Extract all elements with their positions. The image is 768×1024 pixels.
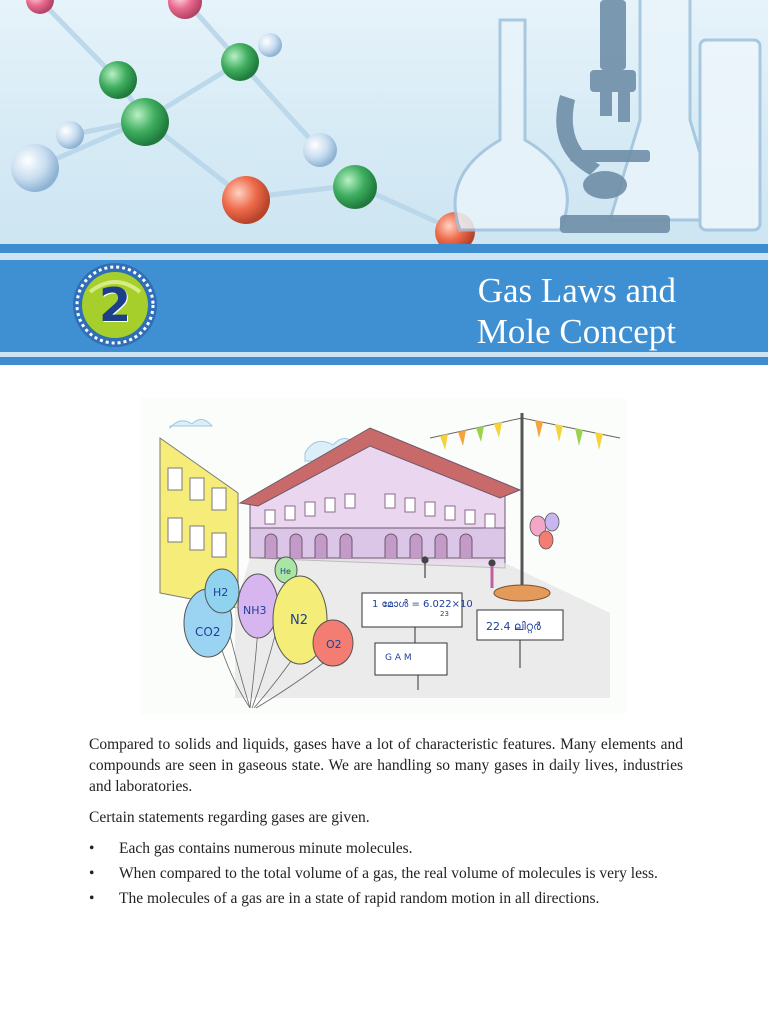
gam-sign-text: G A M bbox=[385, 653, 412, 663]
balloon-co2-label: CO2 bbox=[195, 625, 221, 639]
list-item bbox=[89, 838, 683, 859]
title-band-bottom-rule bbox=[0, 357, 768, 365]
atom-icon bbox=[99, 61, 137, 99]
bullet-icon: • bbox=[89, 865, 95, 882]
list-item-text: Each gas contains numerous minute molecules. bbox=[119, 840, 413, 857]
balloon-nh3-label: NH3 bbox=[243, 604, 267, 617]
balloon-he-label: He bbox=[280, 567, 291, 576]
chapter-intro bbox=[89, 734, 683, 913]
atom-icon bbox=[258, 33, 282, 57]
mole-sign-text: 1 മോൾ = 6.022×10 bbox=[372, 599, 473, 610]
molecule-lab-artwork bbox=[0, 0, 768, 246]
lead-paragraph: Certain statements regarding gases are given. bbox=[89, 809, 370, 826]
chapter-number: 2 bbox=[98, 278, 131, 332]
title-band-top-rule bbox=[0, 244, 768, 253]
atom-icon bbox=[11, 144, 59, 192]
list-item bbox=[89, 863, 683, 884]
balloon-o2-label: O2 bbox=[326, 638, 342, 651]
gas-statements-list bbox=[89, 838, 683, 909]
balloon-n2-label: N2 bbox=[290, 613, 308, 628]
intro-paragraph: Compared to solids and liquids, gases have a lot of characteristic features. Many elements and compounds are seen in gaseous state. We are handling so many gases in daily lives, industries and laboratories. bbox=[89, 736, 683, 795]
mole-sign-exponent: 23 bbox=[440, 610, 449, 618]
list-item-text: When compared to the total volume of a gas, the real volume of molecules is very less. bbox=[119, 865, 658, 882]
header-banner bbox=[0, 0, 768, 246]
bullet-icon: • bbox=[89, 840, 95, 857]
atom-icon bbox=[222, 176, 270, 224]
atom-icon bbox=[221, 43, 259, 81]
atom-icon bbox=[121, 98, 169, 146]
volume-sign-text: 22.4 ലിറ്റർ bbox=[486, 620, 541, 633]
chapter-title-line-2: Mole Concept bbox=[476, 312, 676, 351]
title-band-gap bbox=[0, 253, 768, 260]
list-item bbox=[89, 888, 683, 909]
balloon-h2-label: H2 bbox=[213, 586, 229, 599]
school-balloons-illustration bbox=[140, 398, 626, 714]
chapter-title-line-1: Gas Laws and bbox=[477, 271, 676, 310]
atom-icon bbox=[333, 165, 377, 209]
list-item-text: The molecules of a gas are in a state of rapid random motion in all directions. bbox=[119, 890, 600, 907]
chapter-title bbox=[316, 270, 676, 352]
atom-icon bbox=[56, 121, 84, 149]
atom-icon bbox=[303, 133, 337, 167]
bullet-icon: • bbox=[89, 890, 95, 907]
